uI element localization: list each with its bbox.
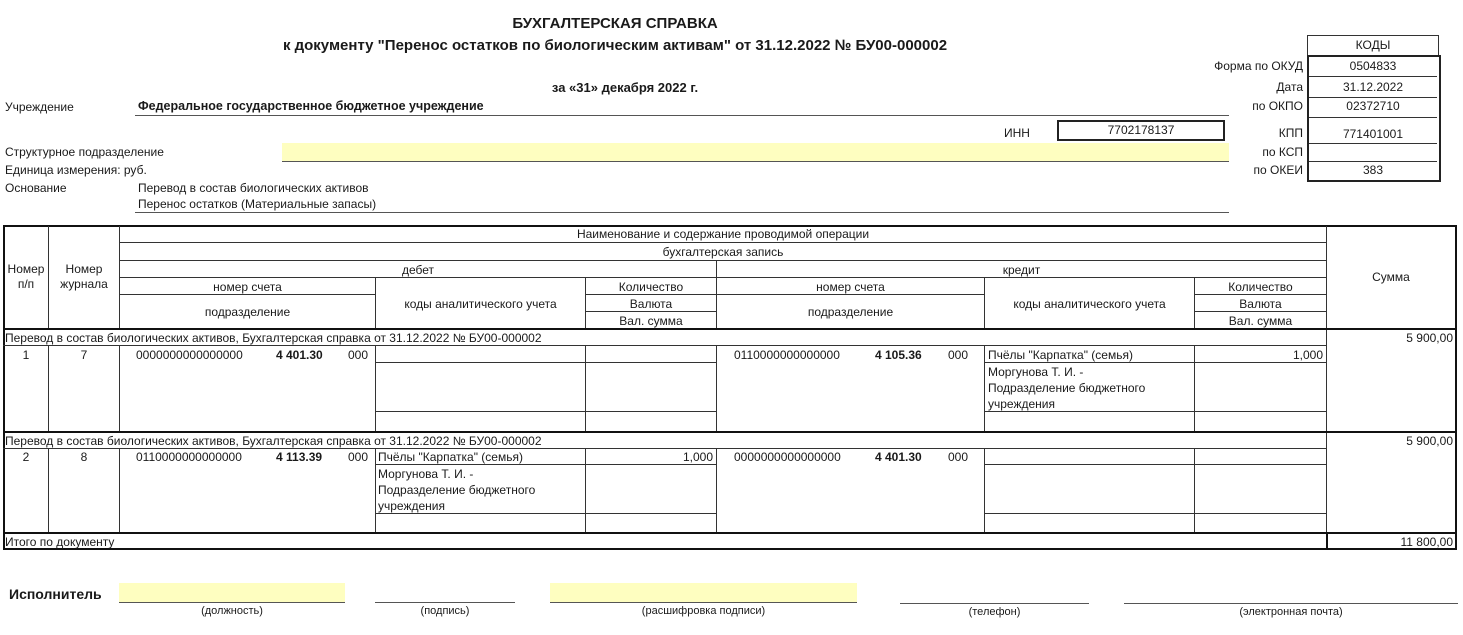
group-sum: 5 900,00	[1406, 331, 1453, 345]
row-journal: 7	[80, 348, 88, 362]
decoding-caption: (расшифровка подписи)	[641, 605, 766, 617]
debit-header: дебет	[401, 263, 435, 277]
decoding-field[interactable]	[550, 583, 857, 603]
debit-analytic-header: коды аналитического учета	[404, 297, 557, 311]
kpp-value: 771401001	[1342, 127, 1404, 141]
total-label: Итого по документу	[5, 535, 115, 549]
okei-value: 383	[1362, 163, 1384, 177]
credit-qty: 1,000	[1292, 348, 1323, 362]
credit-code: 4 105.36	[875, 348, 922, 362]
entry-header: бухгалтерская запись	[662, 245, 784, 259]
debit-code: 4 113.39	[276, 450, 323, 464]
document-title: БУХГАЛТЕРСКАЯ СПРАВКА	[512, 15, 718, 32]
institution-label: Учреждение	[5, 100, 74, 114]
unit-label: Единица измерения: руб.	[5, 163, 147, 177]
credit-account-header: номер счета	[816, 280, 885, 294]
signature-caption: (подпись)	[420, 605, 470, 617]
credit-account: 0110000000000000	[734, 348, 840, 362]
operation-header: Наименование и содержание проводимой операции	[576, 227, 870, 241]
basis-line-2: Перенос остатков (Материальные запасы)	[138, 197, 377, 211]
credit-analytic: Пчёлы "Карпатка" (семья)	[988, 348, 1133, 362]
credit-currency-header: Валюта	[1239, 297, 1282, 311]
row-num: 2	[22, 450, 30, 464]
credit-analytic-line-3: учреждения	[988, 397, 1055, 411]
credit-header: кредит	[1002, 263, 1041, 277]
total-value: 11 800,00	[1400, 535, 1453, 549]
okei-label: по ОКЕИ	[1253, 163, 1303, 177]
sum-header: Сумма	[1372, 270, 1410, 284]
email-caption: (электронная почта)	[1239, 606, 1343, 618]
credit-cursum-header: Вал. сумма	[1228, 314, 1293, 328]
group-title: Перевод в состав биологических активов, Бухгалтерская справка от 31.12.2022 № БУ00-000002	[5, 331, 542, 345]
credit-analytic-header: коды аналитического учета	[1013, 297, 1166, 311]
kpp-label: КПП	[1278, 126, 1303, 140]
debit-account: 0110000000000000	[136, 450, 242, 464]
debit-qty-header: Количество	[618, 280, 684, 294]
credit-subdivision-header: подразделение	[807, 305, 894, 319]
row-num: 1	[22, 348, 30, 362]
okpo-value: 02372710	[1346, 99, 1400, 113]
date-label: Дата	[1276, 80, 1303, 94]
debit-analytic: Пчёлы "Карпатка" (семья)	[378, 450, 523, 464]
credit-code: 4 401.30	[875, 450, 922, 464]
position-field[interactable]	[119, 583, 345, 603]
okpo-label: по ОКПО	[1252, 99, 1303, 113]
debit-analytic-line-2: Подразделение бюджетного	[378, 483, 536, 497]
debit-analytic-line-3: учреждения	[378, 499, 445, 513]
phone-caption: (телефон)	[968, 606, 1021, 618]
credit-qty-header: Количество	[1228, 280, 1293, 294]
ksp-label: по КСП	[1262, 145, 1303, 159]
debit-qty: 1,000	[682, 450, 713, 464]
debit-kosgu: 000	[348, 450, 369, 464]
position-caption: (должность)	[201, 605, 263, 617]
basis-line-1: Перевод в состав биологических активов	[138, 181, 369, 195]
date-line: за «31» декабря 2022 г.	[551, 80, 699, 95]
col-num-header: Номер п/п	[7, 262, 45, 291]
date-value: 31.12.2022	[1342, 80, 1404, 94]
debit-cursum-header: Вал. сумма	[619, 314, 683, 328]
okud-label: Форма по ОКУД	[1214, 59, 1303, 73]
credit-analytic-line-1: Моргунова Т. И. -	[988, 365, 1084, 379]
credit-kosgu: 000	[948, 450, 969, 464]
debit-subdivision-header: подразделение	[204, 305, 291, 319]
subdivision-field[interactable]	[282, 143, 1229, 162]
debit-analytic-line-1: Моргунова Т. И. -	[378, 467, 474, 481]
institution-value: Федеральное государственное бюджетное учреждение	[138, 99, 484, 113]
document-subtitle: к документу "Перенос остатков по биологическим активам" от 31.12.2022 № БУ00-000002	[282, 37, 948, 54]
inn-label: ИНН	[1004, 126, 1030, 140]
row-journal: 8	[80, 450, 88, 464]
subdivision-label: Структурное подразделение	[5, 145, 164, 159]
debit-account: 0000000000000000	[136, 348, 243, 362]
group-title: Перевод в состав биологических активов, Бухгалтерская справка от 31.12.2022 № БУ00-000002	[5, 434, 542, 448]
credit-account: 0000000000000000	[734, 450, 841, 464]
okud-value: 0504833	[1349, 59, 1397, 73]
debit-account-header: номер счета	[213, 280, 282, 294]
debit-currency-header: Валюта	[629, 297, 673, 311]
basis-label: Основание	[5, 181, 67, 195]
debit-kosgu: 000	[348, 348, 369, 362]
debit-code: 4 401.30	[276, 348, 323, 362]
credit-analytic-line-2: Подразделение бюджетного	[988, 381, 1146, 395]
executor-label: Исполнитель	[9, 586, 102, 602]
codes-header: КОДЫ	[1307, 35, 1439, 55]
inn-value: 7702178137	[1057, 120, 1225, 141]
group-sum: 5 900,00	[1406, 434, 1453, 448]
credit-kosgu: 000	[948, 348, 969, 362]
col-journal-header: Номер журнала	[60, 262, 108, 291]
